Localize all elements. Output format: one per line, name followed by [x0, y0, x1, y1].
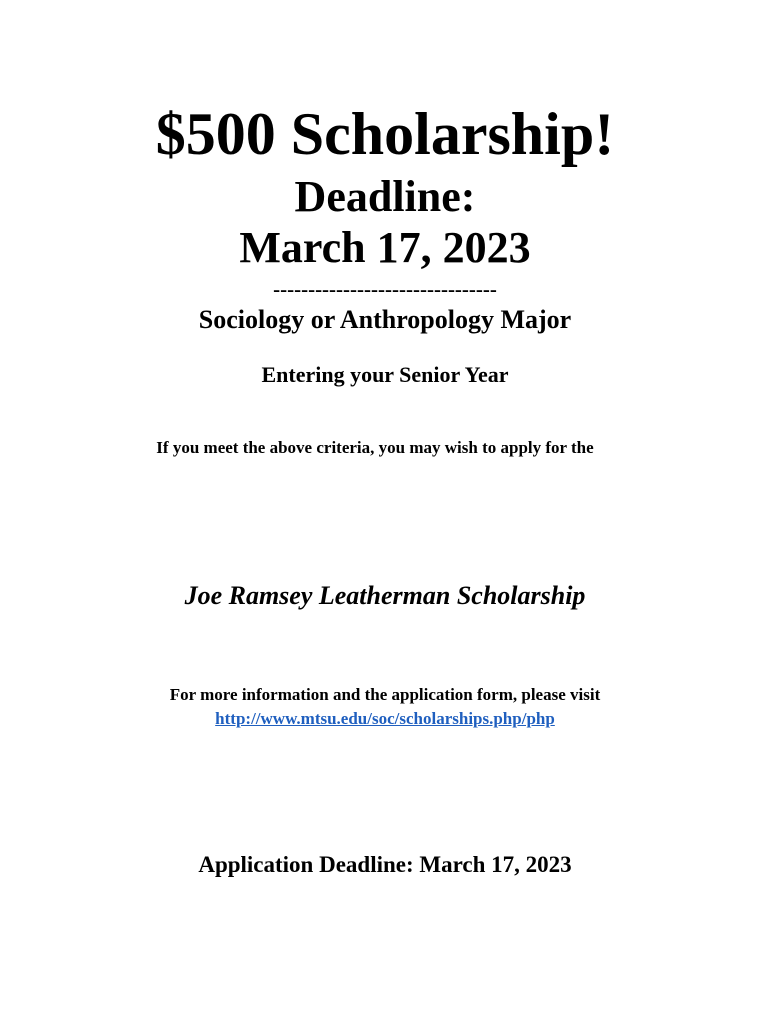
major-requirement: Sociology or Anthropology Major — [198, 305, 572, 334]
application-deadline: Application Deadline: March 17, 2023 — [198, 852, 572, 877]
deadline-date: March 17, 2023 — [239, 223, 531, 272]
scholarship-name: Joe Ramsey Leatherman Scholarship — [184, 581, 586, 610]
info-text: For more information and the application form, please visit — [169, 685, 601, 704]
senior-year-requirement: Entering your Senior Year — [261, 362, 509, 387]
scholarship-link[interactable]: http://www.mtsu.edu/soc/scholarships.php/php — [215, 709, 555, 728]
deadline-label: Deadline: — [294, 172, 476, 221]
criteria-text: If you meet the above criteria, you may wish to apply for the — [156, 438, 594, 457]
scholarship-link-row — [0, 708, 770, 730]
divider-line: -------------------------------- — [273, 277, 497, 301]
flyer-title: $500 Scholarship! — [155, 101, 615, 167]
